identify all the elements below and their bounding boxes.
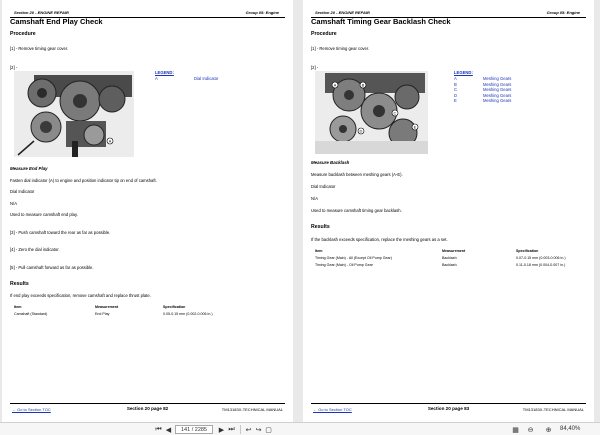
measure-heading: Measure End Play xyxy=(10,166,48,171)
cell-measurement: Backlash xyxy=(442,263,457,267)
manual-id: TM13183X-TECHNICAL MANUAL xyxy=(221,407,283,412)
col-specification: Specification xyxy=(516,249,539,253)
procedure-heading: Procedure xyxy=(10,31,36,37)
body-line: Dial Indicator xyxy=(311,184,336,189)
page-footer xyxy=(10,403,285,412)
page-footer xyxy=(311,403,586,412)
legend-letter: E xyxy=(454,98,457,103)
manual-id: TM13183X-TECHNICAL MANUAL xyxy=(522,407,584,412)
legend-desc: Meshing Gears xyxy=(483,81,512,87)
body-line: Fasten dial indicator (A) to engine and position indicator tip on end of camshaft. xyxy=(10,178,157,183)
results-text: If end play exceeds specification, remove camshaft and replace thrust plate. xyxy=(10,293,151,298)
col-measurement: Measurement xyxy=(95,305,119,309)
legend-desc: Meshing Gears xyxy=(483,98,512,103)
legend-desc: Meshing Gears xyxy=(483,92,512,98)
body-line: N/A xyxy=(10,201,17,206)
legend-letter: A xyxy=(454,76,457,81)
document-page-right xyxy=(303,0,594,422)
body-line: Used to measure camshaft end play. xyxy=(10,212,78,217)
table-header-row xyxy=(10,305,280,312)
page-number-input[interactable]: 141 / 2285 xyxy=(175,425,213,434)
next-page-icon[interactable]: ▶ xyxy=(218,426,225,434)
step-5: [5] - Pull camshaft forward as far as possible. xyxy=(10,265,94,270)
svg-text:B: B xyxy=(361,82,365,88)
svg-text:D: D xyxy=(359,128,363,134)
spec-table xyxy=(311,249,581,270)
step-4: [4] - Zero the dial indicator. xyxy=(10,247,60,252)
timing-gears-illustration xyxy=(315,71,428,154)
legend xyxy=(454,70,574,104)
go-to-section-toc-link[interactable]: ← Go to Section TOC xyxy=(313,407,352,412)
step-2: [2] - xyxy=(10,65,18,70)
cell-specification: 0.11-0.18 mm (0.004-0.007 in.) xyxy=(516,263,566,267)
legend-desc: Meshing Gears xyxy=(483,76,512,81)
engine-dial-indicator-figure xyxy=(14,71,134,157)
cell-specification: 0.07-0.15 mm (0.003-0.006 in.) xyxy=(516,256,566,260)
col-item: Item xyxy=(14,305,22,309)
page-number: Section 20 page 82 xyxy=(126,406,169,411)
document-page-left xyxy=(2,0,293,422)
legend-letter: B xyxy=(454,81,457,87)
cell-item: Camshaft (Standard) xyxy=(14,312,48,316)
svg-text:A: A xyxy=(333,82,337,88)
engine-illustration xyxy=(14,71,134,157)
header-group: Group 05: Engine xyxy=(245,10,279,15)
page-title: Camshaft Timing Gear Backlash Check xyxy=(311,17,451,26)
page-number: Section 20 page 83 xyxy=(427,406,470,411)
table-row xyxy=(311,263,581,270)
step-3: [3] - Push camshaft toward the rear as far as possible. xyxy=(10,230,111,235)
cell-measurement: End Play xyxy=(95,312,110,316)
step-1: [1] - Remove timing gear cover. xyxy=(10,46,69,51)
first-page-icon[interactable]: ⏮ xyxy=(155,425,162,433)
forward-icon[interactable]: ↪ xyxy=(255,426,262,434)
spec-table xyxy=(10,305,280,319)
toolbar-divider xyxy=(240,425,241,434)
col-specification: Specification xyxy=(163,305,186,309)
svg-text:C: C xyxy=(393,110,397,116)
fit-page-icon[interactable]: ▢ xyxy=(265,426,272,434)
table-row xyxy=(311,256,581,263)
zoom-out-icon[interactable]: ⊖ xyxy=(527,426,534,434)
viewer-toolbar xyxy=(0,422,600,435)
legend-title: LEGEND: xyxy=(454,70,473,75)
table-header-row xyxy=(311,249,581,256)
col-item: Item xyxy=(315,249,323,253)
last-page-icon[interactable]: ⏭ xyxy=(228,425,235,433)
zoom-in-icon[interactable]: ⊕ xyxy=(545,426,552,434)
previous-page-icon[interactable]: ◀ xyxy=(165,426,172,434)
legend-letter: D xyxy=(454,92,458,98)
results-heading: Results xyxy=(10,281,29,287)
legend-letter: C xyxy=(454,87,458,92)
body-line: Measure backlash between meshing gears (A-E). xyxy=(311,172,403,177)
results-text: If the backlash exceeds specification, replace the meshing gears as a set. xyxy=(311,237,448,242)
back-icon[interactable]: ↩ xyxy=(245,426,252,434)
step-2: [2] - xyxy=(311,65,319,70)
svg-text:E: E xyxy=(413,124,417,130)
results-heading: Results xyxy=(311,224,330,230)
header-group: Group 05: Engine xyxy=(546,10,580,15)
go-to-section-toc-link[interactable]: ← Go to Section TOC xyxy=(12,407,51,412)
legend-item xyxy=(454,98,574,104)
cell-measurement: Backlash xyxy=(442,256,457,260)
header-section: Section 20 - ENGINE REPAIR xyxy=(14,10,69,15)
step-1: [1] - Remove timing gear cover. xyxy=(311,46,370,51)
page-title: Camshaft End Play Check xyxy=(10,17,103,26)
measure-heading: Measure Backlash xyxy=(311,160,350,165)
legend-title: LEGEND: xyxy=(155,70,174,75)
view-mode-icon[interactable]: ▦ xyxy=(512,426,519,434)
zoom-level[interactable]: 84,40% xyxy=(560,426,581,432)
legend-item xyxy=(155,76,275,82)
timing-gears-figure xyxy=(315,71,428,154)
svg-text:A: A xyxy=(108,138,112,144)
body-line: Used to measure camshaft timing gear backlash. xyxy=(311,208,402,213)
header-section: Section 20 - ENGINE REPAIR xyxy=(315,10,370,15)
legend-letter: A xyxy=(155,76,158,81)
legend-desc: Dial Indicator xyxy=(194,76,219,81)
legend-desc: Meshing Gears xyxy=(483,87,512,92)
procedure-heading: Procedure xyxy=(311,31,337,37)
legend xyxy=(155,70,275,82)
col-measurement: Measurement xyxy=(442,249,466,253)
cell-specification: 0.05-0.15 mm (0.002-0.006 in.) xyxy=(163,312,213,316)
body-line: N/A xyxy=(311,196,318,201)
table-row xyxy=(10,312,280,319)
body-line: Dial Indicator xyxy=(10,189,35,194)
cell-item: Timing Gear (Main) - Oil Pump Gear xyxy=(315,263,373,267)
cell-item: Timing Gear (Main) - All (Except Oil Pump Gear) xyxy=(315,256,392,260)
